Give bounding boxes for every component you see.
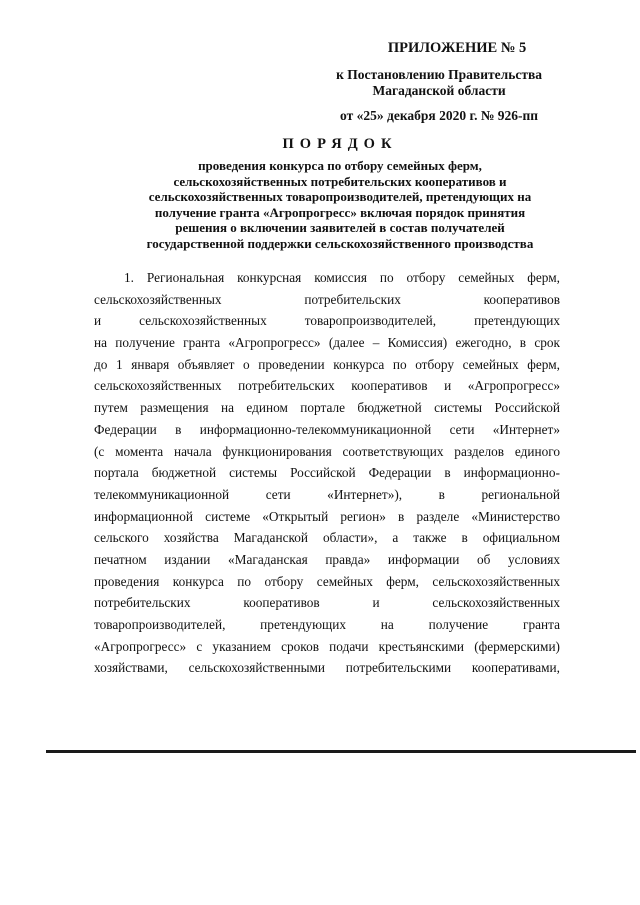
paragraph-line: на получение гранта «Агропрогресс» (далее – Комиссия) ежегодно, в срок [94, 335, 560, 351]
subtitle-line: сельскохозяйственных потребительских кооперативов и [173, 173, 507, 189]
paragraph-line: проведения конкурса по отбору семейных ферм, сельскохозяйственных [94, 573, 560, 589]
paragraph-line: 1. Региональная конкурсная комиссия по отбору семейных ферм, [124, 270, 560, 285]
document-title: ПОРЯДОК [282, 136, 398, 152]
paragraph-line: путем размещения на едином портале бюджетной системы Российской [94, 400, 560, 416]
paragraph-line: портала бюджетной системы Российской Федерации в информационно- [94, 465, 560, 481]
paragraph-line: (с момента начала функционирования соответствующих разделов единого [94, 443, 560, 459]
appendix-resolution-line: к Постановлению Правительства [336, 67, 542, 82]
paragraph-line: Федерации в информационно-телекоммуникационной сети «Интернет» [94, 421, 560, 437]
appendix-title: ПРИЛОЖЕНИЕ № 5 [387, 40, 527, 56]
appendix-date-line: от «25» декабря 2020 г. № 926-пп [340, 108, 539, 123]
paragraph-line: телекоммуникационной сети «Интернет»), в региональной [94, 486, 560, 502]
subtitle-line: проведения конкурса по отбору семейных ферм, [198, 158, 482, 173]
subtitle-line: государственной поддержки сельскохозяйственного производства [146, 235, 534, 251]
paragraph-line: информационной системе «Открытый регион» в разделе «Министерство [94, 508, 560, 524]
paragraph-line: хозяйствами, сельскохозяйственными потребительскими кооперативами, [94, 660, 560, 676]
paragraph-line: товаропроизводителей, претендующих на получение гранта [94, 617, 560, 632]
appendix-header [336, 40, 542, 124]
paragraph-line: и сельскохозяйственных товаропроизводителей, претендующих [94, 313, 560, 329]
appendix-region-line: Магаданской области [372, 83, 506, 98]
paragraph-line: «Агропрогресс» с указанием сроков подачи крестьянскими (фермерскими) [94, 638, 560, 654]
subtitle-line: решения о включении заявителей в состав получателей [175, 220, 505, 235]
paragraph-1 [94, 267, 560, 679]
subtitle-line: сельскохозяйственных товаропроизводителей, претендующих на [148, 189, 532, 204]
paragraph-line: сельскохозяйственных потребительских кооперативов [94, 291, 560, 307]
paragraph-line: печатном издании «Магаданская правда» информации об условиях [94, 551, 560, 567]
document-subtitle [120, 158, 560, 251]
paragraph-line: сельского хозяйства Магаданской области», а также в официальном [94, 530, 560, 546]
paragraph-line: потребительских кооперативов и сельскохозяйственных [94, 595, 560, 611]
paragraph-line: сельскохозяйственных потребительских кооперативов и «Агропрогресс» [94, 378, 560, 394]
scan-edge-divider [46, 750, 636, 753]
paragraph-line: до 1 января объявляет о проведении конкурса по отбору семейных ферм, [94, 356, 560, 372]
subtitle-line: получение гранта «Агропрогресс» включая порядок принятия [154, 204, 526, 220]
